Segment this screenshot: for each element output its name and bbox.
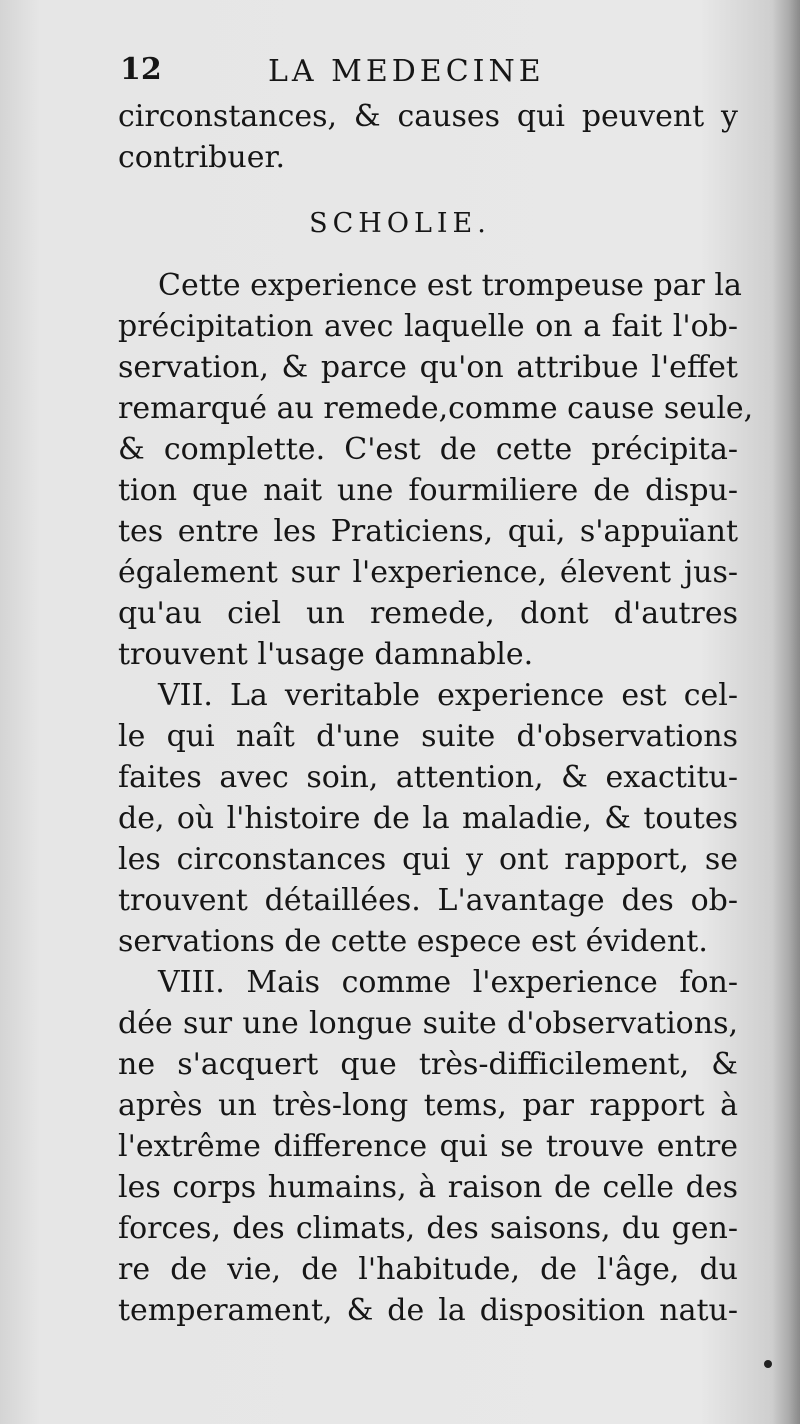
paragraph-viii [118, 962, 738, 1331]
text-line: forces, des climats, des saisons, du gen- [118, 1211, 738, 1246]
running-header [120, 52, 740, 92]
text-line: VIII. Mais comme l'experience fon- [158, 965, 738, 1000]
text-line: qu'au ciel un remede, dont d'autres [118, 596, 738, 631]
text-line: VII. La veritable experience est cel- [158, 678, 738, 713]
ink-spot [764, 1360, 772, 1368]
scholie-body [118, 265, 754, 1331]
section-heading: SCHOLIE. [309, 208, 491, 239]
text-line: circonstances, & causes qui peuvent y [118, 99, 738, 134]
text-line: les corps humains, à raison de celle des [118, 1170, 738, 1205]
text-line: le qui naît d'une suite d'observations [118, 719, 738, 754]
paragraph-vii [118, 675, 738, 962]
text-line: contribuer. [118, 140, 286, 175]
text-line: faites avec soin, attention, & exactitu- [118, 760, 738, 795]
paragraph-scholie [118, 265, 754, 675]
text-line: de, où l'histoire de la maladie, & toutes [118, 801, 738, 836]
text-line: l'extrême difference qui se trouve entre [118, 1129, 738, 1164]
opening-paragraph [118, 96, 738, 178]
text-line: précipitation avec laquelle on a fait l'ob- [118, 309, 738, 344]
running-title: LA MEDECINE [268, 54, 545, 89]
text-line: trouvent détaillées. L'avantage des ob- [118, 883, 738, 918]
text-line: dée sur une longue suite d'observations, [118, 1006, 738, 1041]
text-line: & complette. C'est de cette précipita- [118, 432, 738, 467]
text-line: également sur l'experience, élevent jus- [118, 555, 738, 590]
text-line: re de vie, de l'habitude, de l'âge, du [118, 1252, 738, 1287]
text-line: ne s'acquert que très-difficilement, & [118, 1047, 738, 1082]
text-line: servation, & parce qu'on attribue l'effet [118, 350, 738, 385]
text-line: Cette experience est trompeuse par la [158, 268, 742, 303]
text-line: après un très-long tems, par rapport à [118, 1088, 738, 1123]
text-line: servations de cette espece est évident. [118, 924, 708, 959]
text-line: tes entre les Praticiens, qui, s'appuïant [118, 514, 738, 549]
text-line: tion que nait une fourmiliere de dispu- [118, 473, 738, 508]
page-number: 12 [120, 52, 162, 87]
text-line: trouvent l'usage damnable. [118, 637, 534, 672]
text-line: temperament, & de la disposition natu- [118, 1293, 738, 1328]
text-line: les circonstances qui y ont rapport, se [118, 842, 738, 877]
text-line: remarqué au remede,comme cause seule, [118, 391, 754, 426]
